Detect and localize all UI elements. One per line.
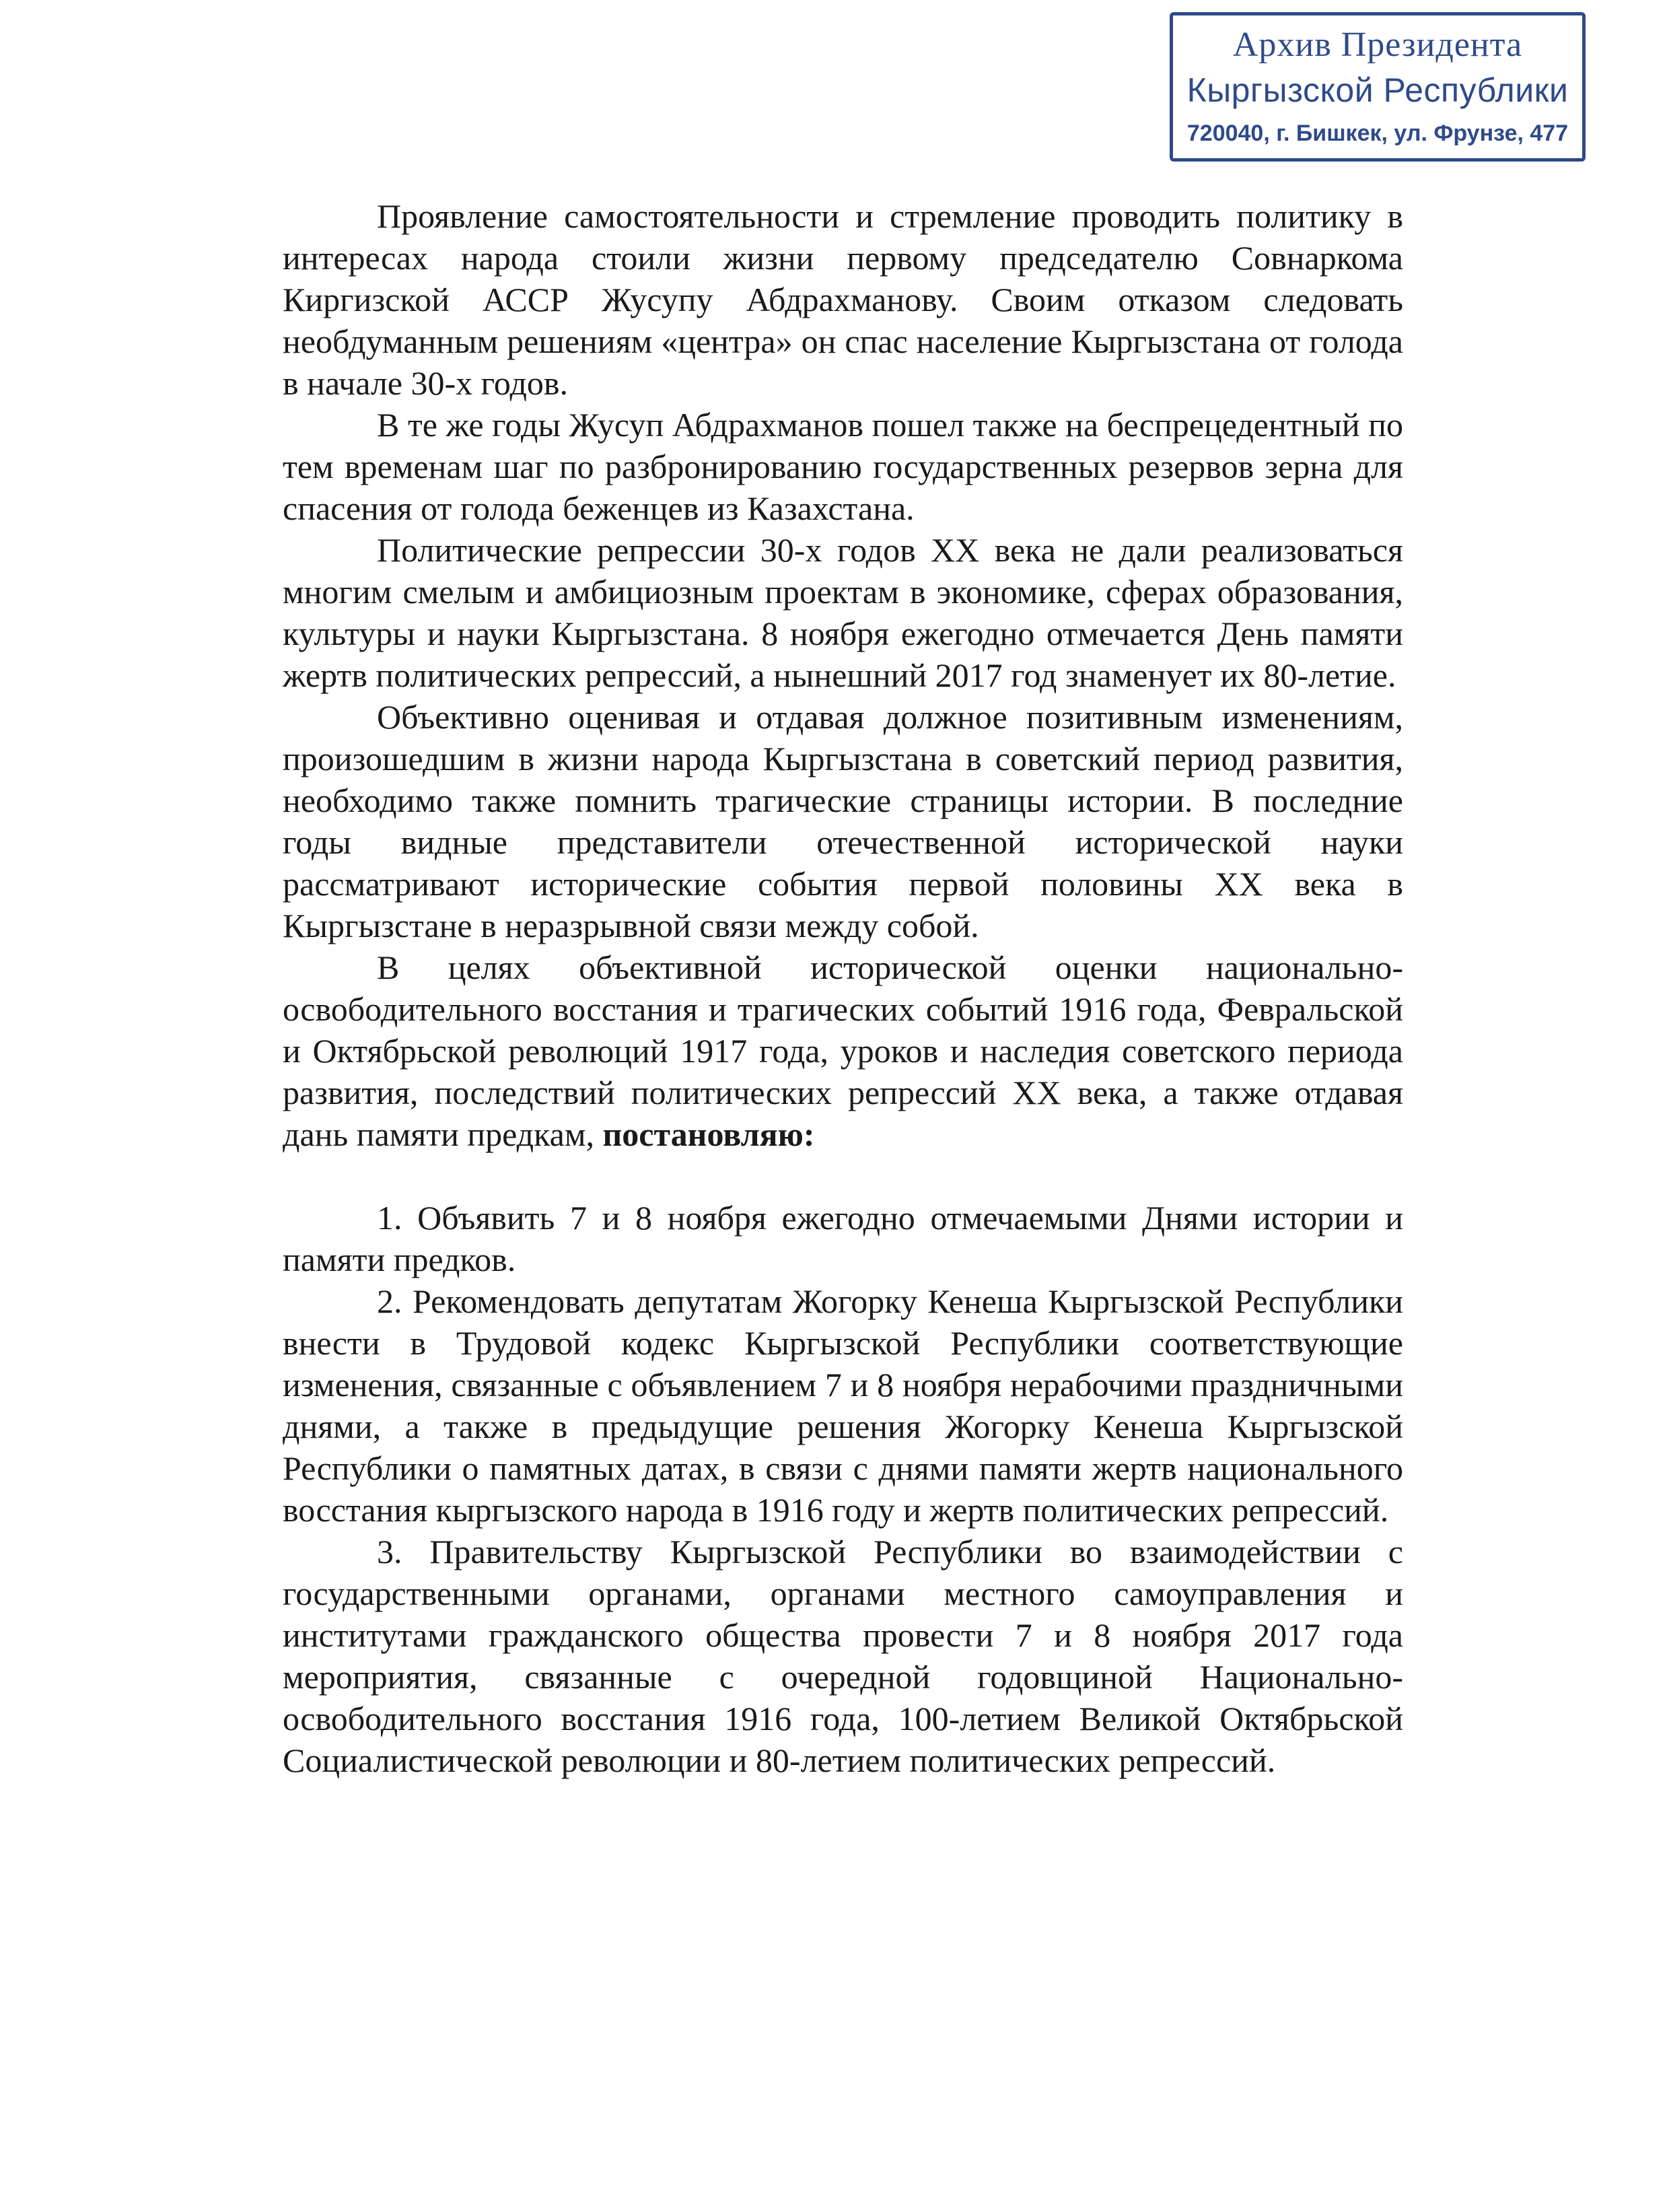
decree-keyword: постановляю: [602, 1115, 815, 1153]
stamp-republic-name: Кыргызской Республики [1186, 71, 1569, 109]
decree-item-1: 1. Объявить 7 и 8 ноября ежегодно отмечаемыми Днями истории и памяти предков. [283, 1199, 1403, 1278]
paragraph-4: Объективно оценивая и отдавая должное позитивным изменениям, произошедшим в жизни народа Кыргызстана в советский период развития, необходимо также помнить трагические страницы истории. В последние годы видные представители отечественной исторической науки рассматривают исторические события первой половины XX века в Кыргызстане в неразрывной связи между собой. [283, 698, 1403, 944]
paragraph-1: Проявление самостоятельности и стремление проводить политику в интересах народа стоили жизни первому председателю Совнаркома Киргизской АССР Жусупу Абдрахманову. Своим отказом следовать необдуманным решениям «центра» он спас население Кыргызстана от голода в начале 30-х годов. [283, 197, 1403, 402]
document-body [283, 195, 1403, 1781]
decree-intro-paragraph [283, 946, 1403, 1155]
paragraph-3: Политические репрессии 30-х годов XX века не дали реализоваться многим смелым и амбициозным проектам в экономике, сферах образования, культуры и науки Кыргызстана. 8 ноября ежегодно отмечается День памяти жертв политических репрессий, а нынешний 2017 год знаменует их 80-летие. [283, 531, 1403, 694]
decree-item-3: 3. Правительству Кыргызской Республики во взаимодействии с государственными органами, органами местного самоуправления и институтами гражданского общества провести 7 и 8 ноября 2017 года мероприятия, связанные с очередной годовщиной Национально-освободительного восстания 1916 года, 100-летием Великой Октябрьской Социалистической революции и 80-летием политических репрессий. [283, 1533, 1403, 1779]
stamp-archive-title: Архив Президента [1232, 26, 1523, 64]
section-spacer [283, 1155, 1403, 1197]
stamp-address: 720040, г. Бишкек, ул. Фрунзе, 477 [1186, 120, 1569, 146]
decree-intro-text: В целях объективной исторической оценки национально-освободительного восстания и трагических событий 1916 года, Февральской и Октябрьской революций 1917 года, уроков и наследия советского периода развития, последствий политических репрессий XX века, а также отдавая дань памяти предкам, [283, 948, 1403, 1153]
paragraph-2: В те же годы Жусуп Абдрахманов пошел также на беспрецедентный по тем временам шаг по разбронированию государственных резервов зерна для спасения от голода беженцев из Казахстана. [283, 406, 1403, 527]
decree-item-2: 2. Рекомендовать депутатам Жогорку Кенеша Кыргызской Республики внести в Трудовой кодекс Кыргызской Республики соответствующие изменения, связанные с объявлением 7 и 8 ноября нерабочими праздничными днями, а также в предыдущие решения Жогорку Кенеша Кыргызской Республики о памятных датах, в связи с днями памяти жертв национального восстания кыргызского народа в 1916 году и жертв политических репрессий. [283, 1282, 1403, 1529]
archive-stamp [1170, 12, 1586, 162]
